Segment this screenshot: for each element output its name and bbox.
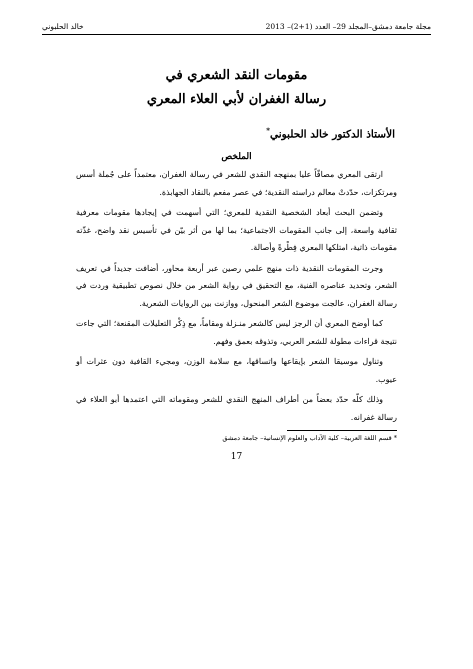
abstract-paragraph: كما أوضح المعري أن الرجز ليس كالشعر منـزلة ومقاماً، مع ذِكْر التعليلات المقنعة؛ التي جاءت نتيجة قراءات مطولة للشعر العربي، وتذوقه بعمق وفهم. — [76, 319, 397, 346]
abstract-paragraph: وذلك كلّه حدّد بعضاً من أطراف المنهج النقدي للشعر ومقوماته التي اعتمدها أبو العلاء في رسالة غفرانه. — [76, 395, 397, 422]
author-footnote-mark: * — [266, 126, 270, 135]
running-author: خالد الحلبوني — [42, 22, 84, 31]
author-text: الأستاذ الدكتور خالد الحلبوني — [269, 128, 395, 141]
page-number: 17 — [230, 452, 243, 462]
paper-title-line-1: مقومات النقد الشعري في — [165, 68, 308, 83]
abstract-heading: الملخص — [221, 152, 252, 162]
abstract-paragraph: ارتقى المعري مصافّاً عليا بمنهجه النقدي للشعر في رسالة الغفران، معتمداً على جُملة أسس ومرتكزات، حدّدتْ معالم دراسته النقدية؛ في عصر مفعم بالنقاد الجهابذة. — [76, 170, 397, 197]
abstract-body — [76, 166, 397, 429]
header-rule — [42, 34, 431, 35]
abstract-paragraph: وتضمن البحث أبعاد الشخصية النقدية للمعري؛ التي أسهمت في إيجادها مقومات معرفية ثقافية واسعة، إلى جانب المقومات الاجتماعية؛ بما لها من أثر بيّن في تأسيس نقد واضح، غذّته مقومات ذاتية، امتلكها المعري فِطْرةً وأصالة. — [76, 208, 397, 252]
page-header — [42, 17, 431, 31]
paper-title-line-2: رسالة الغفران لأبي العلاء المعري — [146, 92, 327, 107]
author-name — [266, 126, 395, 141]
footnote-rule — [287, 430, 397, 431]
abstract-paragraph: وتناول موسيقا الشعر بإيقاعها واتساقها، مع سلامة الوزن، ومجيء القافية دون عثرات أو عيوب. — [76, 357, 397, 384]
footnote: * قسم اللغة العربية– كلية الآداب والعلوم الإنسانية– جامعة دمشق — [222, 434, 397, 442]
abstract-paragraph: وجرت المقومات النقدية ذات منهج علمي رصين عبر أربعة محاور، أضافت جديداً في تعريف الشعر، وتحديد عناصره الفنية، مع التحقيق في رواية الشعر من خلال نصوص تطبيقية وردت في رسالة الغفران، عالجت موضوع الشعر المنحول، ووازنت بين الروايات الشعرية. — [76, 263, 397, 308]
journal-info: مجلة جامعة دمشق–المجلد 29– العدد (1+2)– 2013 — [265, 22, 431, 31]
